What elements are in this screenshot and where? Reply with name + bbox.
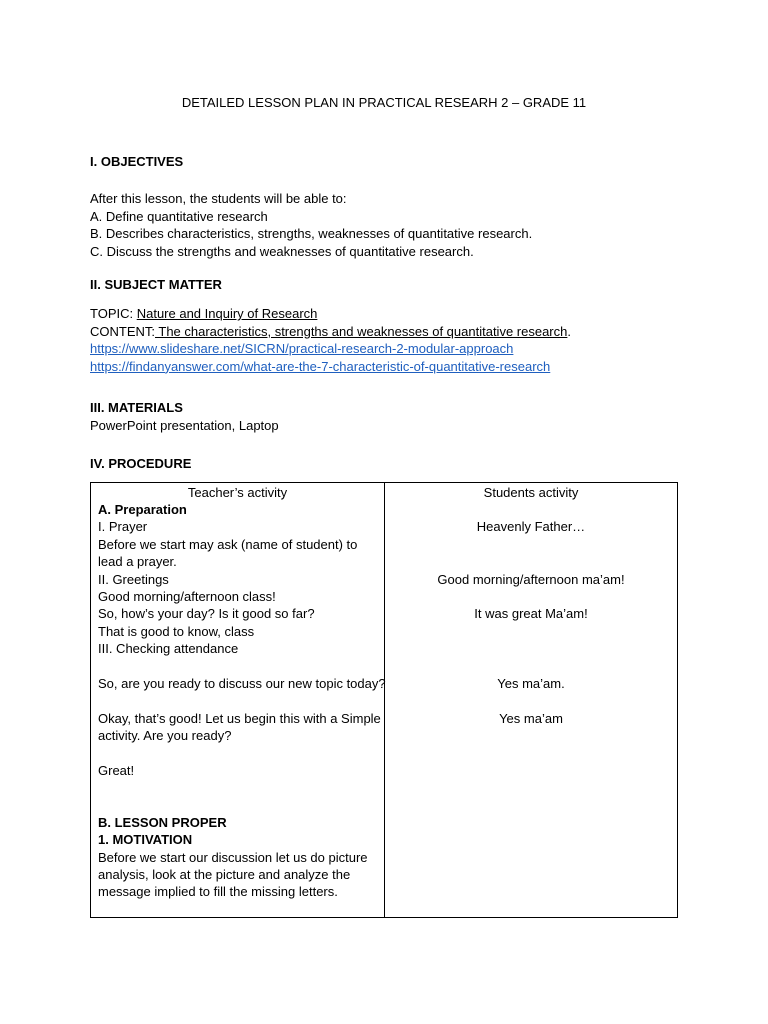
procedure-table	[90, 482, 678, 918]
student-ready-response: Yes ma’am.	[497, 676, 565, 691]
materials-heading: III. MATERIALS	[90, 400, 183, 415]
topic-value: Nature and Inquiry of Research	[136, 306, 318, 321]
students-activity-header: Students activity	[483, 485, 579, 500]
objectives-section	[90, 153, 690, 171]
objective-item: A. Define quantitative research	[90, 208, 268, 224]
motivation-line: message implied to fill the missing letters.	[98, 884, 338, 899]
subject-matter-body	[90, 305, 690, 375]
subject-matter-heading: II. SUBJECT MATTER	[90, 277, 222, 292]
objectives-heading: I. OBJECTIVES	[90, 154, 184, 169]
great-text: Great!	[98, 763, 135, 778]
ready-question: So, are you ready to discuss our new topic today?	[98, 676, 386, 691]
document-title: DETAILED LESSON PLAN IN PRACTICAL RESEARH 2 – GRADE 11	[181, 95, 587, 110]
activity-line: Okay, that’s good! Let us begin this with a Simple	[98, 711, 381, 726]
materials-text: PowerPoint presentation, Laptop	[90, 417, 279, 433]
objective-item: B. Describes characteristics, strengths, weaknesses of quantitative research.	[90, 226, 533, 241]
greeting-line: That is good to know, class	[98, 624, 255, 639]
content-line	[90, 323, 690, 341]
motivation-heading: 1. MOTIVATION	[98, 832, 193, 847]
preparation-heading: A. Preparation	[98, 502, 187, 517]
objective-item: C. Discuss the strengths and weaknesses of quantitative research.	[90, 243, 474, 259]
greeting-line: So, how’s your day? Is it good so far?	[98, 606, 315, 621]
objectives-list	[90, 190, 690, 260]
student-greeting: Good morning/afternoon ma’am!	[437, 572, 625, 587]
student-day-response: It was great Ma’am!	[474, 606, 588, 621]
teacher-activity-header: Teacher’s activity	[187, 485, 288, 500]
procedure-section	[90, 455, 690, 473]
objectives-intro: After this lesson, the students will be able to:	[90, 191, 347, 206]
prayer-label: I. Prayer	[98, 519, 148, 534]
prayer-text-cont: lead a prayer.	[98, 554, 177, 569]
motivation-line: Before we start our discussion let us do picture	[98, 850, 368, 865]
content-label: CONTENT:	[90, 323, 155, 339]
activity-line: activity. Are you ready?	[98, 728, 232, 743]
student-prayer: Heavenly Father…	[476, 519, 586, 534]
table-row	[91, 483, 678, 918]
findanyanswer-link[interactable]: https://findanyanswer.com/what-are-the-7-characteristic-of-quantitative-research	[90, 358, 551, 374]
students-activity-cell	[385, 483, 678, 918]
greeting-line: Good morning/afternoon class!	[98, 589, 276, 604]
procedure-heading: IV. PROCEDURE	[90, 456, 192, 471]
content-value: The characteristics, strengths and weaknesses of quantitative research	[155, 323, 568, 339]
slideshare-link[interactable]: https://www.slideshare.net/SICRN/practical-research-2-modular-approach	[90, 341, 514, 356]
teacher-activity-cell	[91, 483, 385, 918]
materials-section	[90, 399, 690, 434]
content-period: .	[567, 323, 571, 339]
attendance-label: III. Checking attendance	[98, 641, 239, 656]
motivation-line: analysis, look at the picture and analyze the	[98, 867, 351, 882]
subject-matter-section	[90, 276, 690, 294]
student-activity-response: Yes ma’am	[499, 711, 563, 726]
topic-line	[90, 305, 690, 323]
greetings-label: II. Greetings	[98, 572, 169, 587]
prayer-text: Before we start may ask (name of student) to	[98, 537, 358, 552]
lesson-proper-heading: B. LESSON PROPER	[98, 815, 227, 830]
topic-label: TOPIC:	[90, 306, 137, 321]
